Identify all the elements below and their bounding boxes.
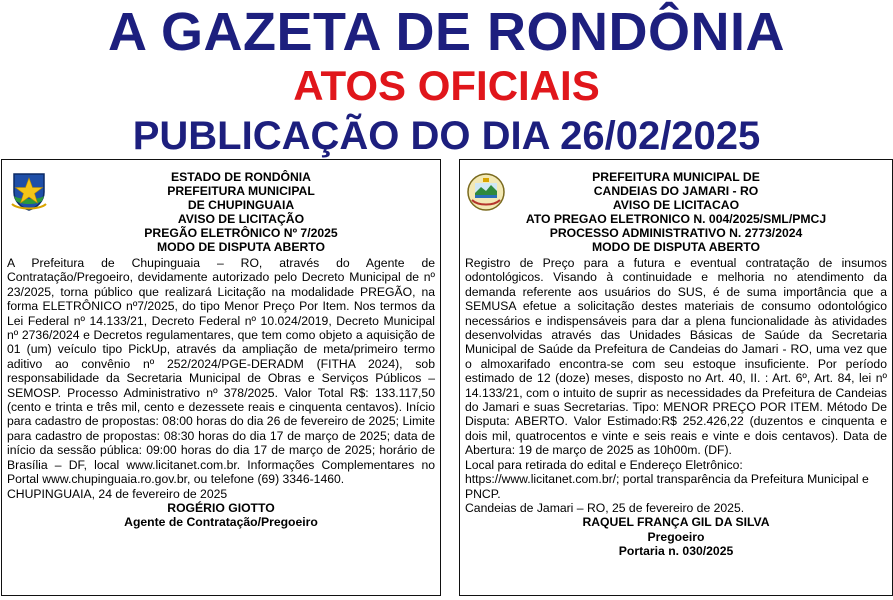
- chupinguaia-notice: [1, 159, 441, 596]
- section-title: ATOS OFICIAIS: [293, 62, 600, 109]
- right-signer-role: Pregoeiro: [647, 529, 705, 544]
- heading-line: ESTADO DE RONDÔNIA: [171, 170, 311, 184]
- right-notice-body: Registro de Preço para a futura e eventual contratação de insumos odontológicos. Visando à continuidade e melhoria no atendimento da demanda referente aos usuários do SUS, é de suma importância que a SEMUSA efetue a solicitação destes materiais de consumo odontológico necessários e indispensáveis para dar a plena funcionalidade às atividades desenvolvidas através das Unidades Básicas de Saúde da Secretaria Municipal de Saúde da Prefeitura de Candeias do Jamari - RO, uma vez que o almoxarifado encontra-se com seu estoque insuficiente. Por período estimado de 12 (doze) meses, disposto no Art. 40, II. : Art. 6º, Art. 84, lei nº 14.133/21, com o intuito de suprir as necessidades da Prefeitura de Candeias do Jamari e suas Secretarias. Tipo: MENOR PREÇO POR ITEM. Método De Disputa: ABERTO. Valor Estimado:R$ 252.426,22 (duzentos e cinquenta e dois mil, quatrocentos e vinte e seis reais e vinte e dois centavos). Data de Abertura: 19 de março de 2025 as 10h00m. (DF).: [465, 256, 887, 458]
- left-signer-name: ROGÉRIO GIOTTO: [167, 500, 275, 515]
- heading-line: MODO DE DISPUTA ABERTO: [157, 240, 325, 254]
- left-notice-date: CHUPINGUAIA, 24 de fevereiro de 2025: [7, 486, 228, 501]
- heading-line: PREFEITURA MUNICIPAL: [167, 184, 315, 198]
- heading-line: CANDEIAS DO JAMARI - RO: [593, 184, 759, 198]
- heading-line: PREGÃO ELETRÔNICO Nº 7/2025: [144, 226, 338, 240]
- left-notice-body: A Prefeitura de Chupinguaia – RO, através do Agente de Contratação/Pregoeiro, devidamente autorizado pelo Decreto Municipal de nº 23/2025, torna público que realizará Licitação na modalidade PREGÃO, na forma ELETRÔNICO nº7/2025, do tipo Menor Preço Por Item. Nos termos da Lei Federal nº 14.133/21, Decreto Federal nº 10.024/2019, Decreto Municipal nº 2736/2024 e Decretos regulamentares, que tem como objeto a aquisição de 01 (um) veículo tipo PickUp, através da ampliação de meta/primeiro termo aditivo ao convênio nº 252/2024/PGE-DERADM (FITHA 2024), sob responsabilidade da Secretaria Municipal de Obras e Serviços Públicos – SEMOSP. Processo Administrativo nº 378/2025. Valor Total R$: 133.117,50 (cento e trinta e três mil, cento e dezessete reais e cinquenta centavos). Início para cadastro de propostas: 08:00 horas do dia 26 de fevereiro de 2025; Limite para cadastro de propostas: 08:30 horas do dia 17 de março de 2025; data de início da sessão pública: 09:00 horas do dia 17 de março de 2025; horário de Brasília – DF, local www.licitanet.com.br. Informações Complementares no Portal www.chupinguaia.ro.gov.br, ou telefone (69) 3346-1460.: [7, 256, 435, 487]
- heading-line: AVISO DE LICITAÇÃO: [177, 212, 305, 226]
- publication-date-title: PUBLICAÇÃO DO DIA 26/02/2025: [132, 114, 761, 158]
- heading-line: MODO DE DISPUTA ABERTO: [592, 240, 760, 254]
- right-notice-local: Local para retirada do edital e Endereço Eletrônico: https://www.licitanet.com.br/; portal transparência da Prefeitura Municipal e PNCP.: [465, 457, 869, 501]
- newspaper-title: A GAZETA DE RONDÔNIA: [108, 2, 785, 62]
- left-notice-heading: [2, 160, 440, 254]
- right-notice-date: Candeias de Jamari – RO, 25 de fevereiro de 2025.: [465, 500, 745, 515]
- heading-line: PROCESSO ADMINISTRATIVO N. 2773/2024: [549, 226, 803, 240]
- candeias-jamari-seal-icon: [466, 172, 506, 212]
- right-signer-name: RAQUEL FRANÇA GIL DA SILVA: [582, 515, 770, 530]
- rondonia-state-crest-icon: [8, 170, 50, 212]
- left-signer-role: Agente de Contratação/Pregoeiro: [124, 515, 318, 530]
- heading-line: ATO PREGAO ELETRONICO N. 004/2025/SML/PMCJ: [525, 212, 827, 226]
- heading-line: DE CHUPINGUAIA: [187, 198, 295, 212]
- right-notice-heading: [460, 160, 892, 254]
- heading-line: AVISO DE LICITACAO: [612, 198, 740, 212]
- right-signer-ordinance: Portaria n. 030/2025: [618, 544, 734, 559]
- heading-line: PREFEITURA MUNICIPAL DE: [592, 170, 760, 184]
- candeias-notice: [459, 159, 893, 596]
